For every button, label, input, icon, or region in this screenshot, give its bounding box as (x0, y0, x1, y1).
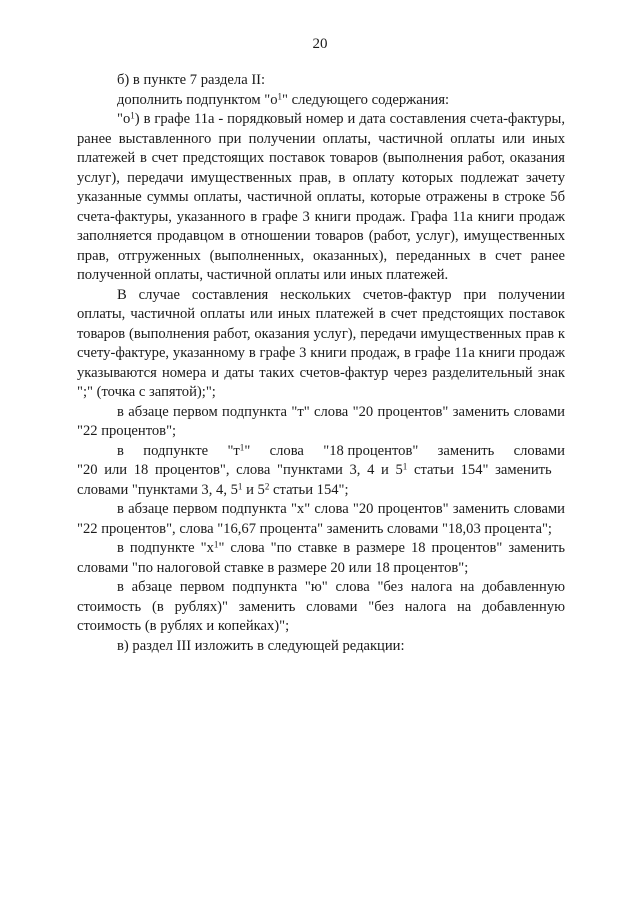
paragraph-subitem-yu: в абзаце первом подпункта "ю" слова "без налога на добавленную стоимость (в рублях)" заменить словами "без налога на добавленную стоимость (в рублях и копейках)"; (77, 579, 565, 634)
page-number: 20 (312, 36, 328, 52)
paragraph-subitem-x1: в подпункте "$х^1$" слова "по ставке в размере 18 процентов" заменить словами "по налоговой ставке в размере 20 или 18 процентов"; (77, 539, 565, 576)
text-line: "20 или 18 процентов", слова "пунктами 3, 4 и $5^1$ статьи 154" заменить (77, 461, 552, 478)
paragraph-subitem-x: в абзаце первом подпункта "х" слова "20 процентов" заменить словами "22 процентов", слова "16,67 процента" заменить словами "18,03 процента"; (77, 501, 565, 537)
text-line: словами "пунктами 3, 4, $5^1$ и $5^2$ статьи 154"; (77, 480, 349, 498)
paragraph-item-b: б) в пункте 7 раздела II: (117, 72, 266, 88)
paragraph-subitem-t: в абзаце первом подпункта "т" слова "20 процентов" заменить словами "22 процентов"; (77, 403, 565, 439)
paragraph-subitem-o1: "$о^1$) в графе 11а - порядковый номер и дата составления счета-фактуры, ранее выставленного при получении оплаты, частичной оплаты или иных платежей в счет предстоящих поставок товаров (выполнения работ, оказания услуг), передачи имущественных прав, в оплату которых подлежат зачету указанные суммы оплаты, частичной оплаты, которые отражены в строке 5б счета-фактуры, указанного в графе 3 книги продаж. Графа 11а книги продаж заполняется продавцом в отношении товаров (работ, услуг), имущественных прав, отгруженных (выполненных, оказанных), переданных в счет ранее полученной оплаты, частичной оплаты или иных платежей. (77, 110, 565, 283)
text-line: в подпункте "$т^1$" слова "18 процентов" заменить словами (117, 441, 565, 459)
document-body (77, 71, 565, 656)
paragraph-multiple-invoices: В случае составления нескольких счетов-фактур при получении оплаты, частичной оплаты или иных платежей в счет предстоящих поставок товаров (выполнения работ, оказания услуг), передачи имущественных прав к счету-фактуре, указанному в графе 3 книги продаж, в графе 11а книги продаж указываются номера и даты таких счетов-фактур через разделительный знак ";" (точка с запятой);"; (77, 286, 565, 400)
paragraph-subitem-t1 (77, 442, 565, 501)
paragraph-item-v: в) раздел III изложить в следующей редакции: (117, 637, 405, 654)
paragraph-add-subitem: дополнить подпунктом "$о^1$" следующего содержания: (117, 90, 450, 108)
